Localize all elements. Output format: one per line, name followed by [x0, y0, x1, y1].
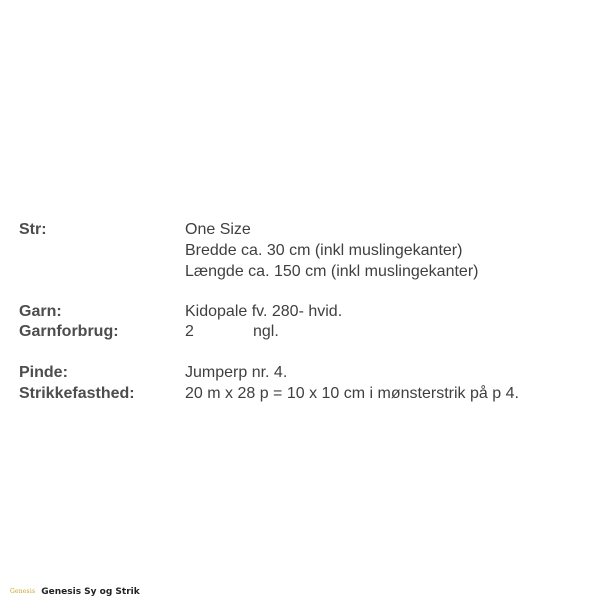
width-value: Bredde ca. 30 cm (inkl muslingekanter)	[185, 242, 463, 259]
yarn-label: Garn:	[19, 303, 62, 320]
yarn-usage-label: Garnforbrug:	[19, 323, 119, 340]
needles-value: Jumperp nr. 4.	[185, 364, 288, 381]
needles-row	[0, 363, 610, 383]
genesis-logo: Genesis	[10, 588, 36, 595]
needles-label: Pinde:	[19, 364, 68, 381]
footer-brand-name: Genesis Sy og Strik	[41, 587, 140, 597]
yarn-usage-quantity: 2	[185, 323, 194, 340]
gauge-row	[0, 384, 610, 404]
gauge-value: 20 m x 28 p = 10 x 10 cm i mønsterstrik på p 4.	[185, 385, 519, 402]
yarn-usage-unit: ngl.	[253, 323, 279, 340]
width-row	[0, 241, 610, 261]
size-label: Str:	[19, 221, 47, 238]
gauge-label: Strikkefasthed:	[19, 385, 135, 402]
length-value: Længde ca. 150 cm (inkl muslingekanter)	[185, 263, 479, 280]
size-row	[0, 220, 610, 240]
size-value: One Size	[185, 221, 251, 238]
yarn-value: Kidopale fv. 280- hvid.	[185, 303, 343, 320]
length-row	[0, 262, 610, 282]
yarn-usage-row	[0, 322, 610, 342]
footer-watermark	[10, 585, 140, 599]
yarn-row	[0, 302, 610, 322]
